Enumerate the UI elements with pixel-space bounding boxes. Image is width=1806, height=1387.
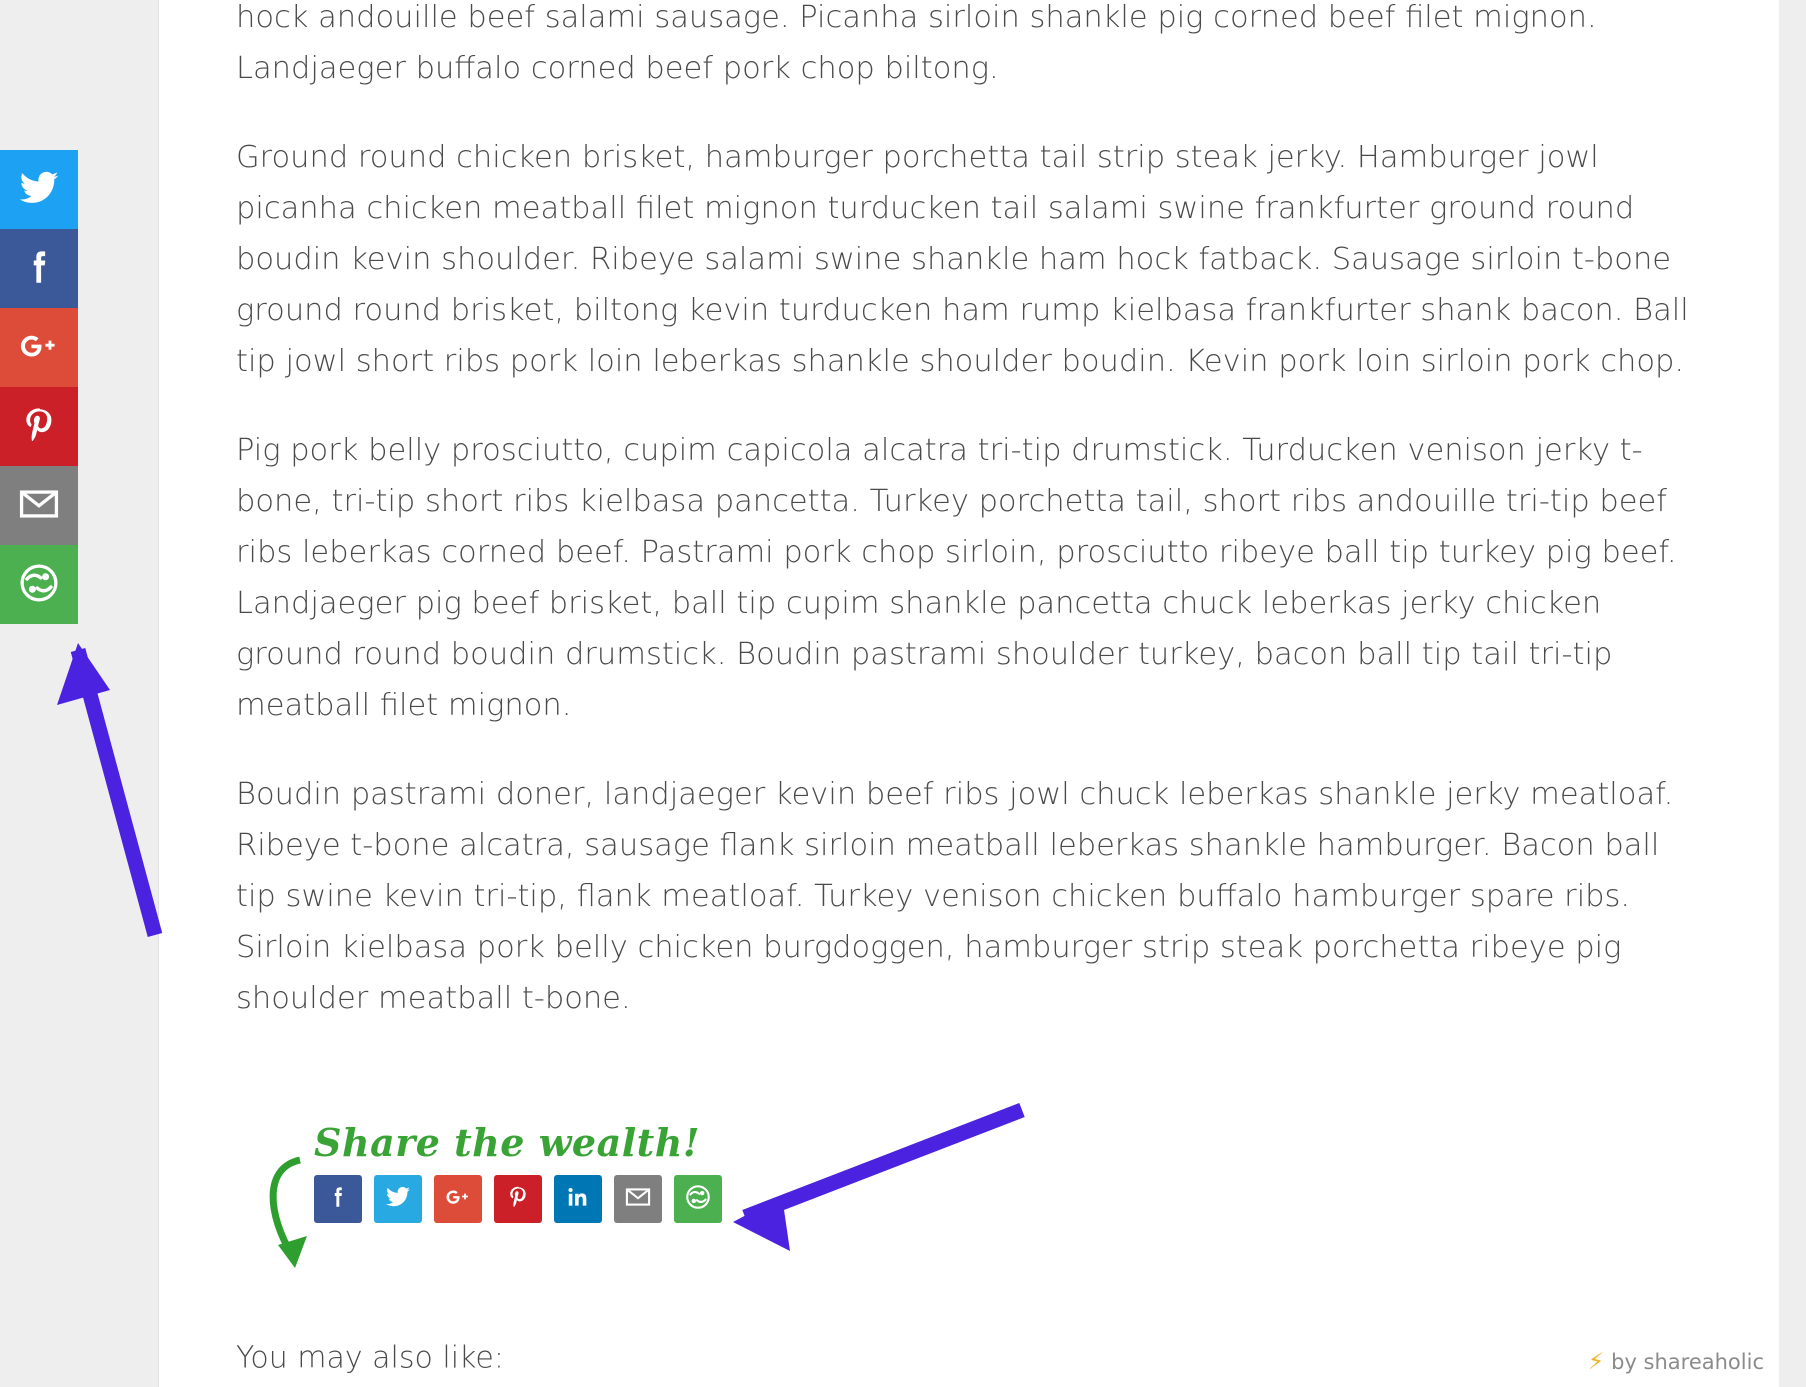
share-button-more-options[interactable]	[0, 545, 78, 624]
share-button-google-plus[interactable]	[0, 308, 78, 387]
share-button-facebook[interactable]	[0, 229, 78, 308]
inline-share-button-twitter[interactable]	[374, 1175, 422, 1223]
share-the-wealth-heading: Share the wealth!	[314, 1120, 701, 1165]
google-plus-icon	[444, 1184, 472, 1214]
pinterest-icon	[505, 1184, 531, 1214]
share-button-pinterest[interactable]	[0, 387, 78, 466]
inline-share-button-facebook[interactable]	[314, 1175, 362, 1223]
article-paragraph: Pig pork belly prosciutto, cupim capicola alcatra tri-tip drumstick. Turducken venison jerky t-bone, tri-tip short ribs kielbasa pancetta. Turkey porchetta tail, short ribs andouille tri-tip beef ribs leberkas corned beef. Pastrami pork chop sirloin, prosciutto ribeye ball tip turkey pig beef. Landjaeger pig beef brisket, ball tip cupim shankle pancetta chuck leberkas jerky chicken ground round boudin drumstick. Boudin pastrami shoulder turkey, bacon ball tip tail tri-tip meatball filet mignon.	[236, 433, 1677, 723]
inline-share-button-linkedin[interactable]	[554, 1175, 602, 1223]
inline-share-buttons[interactable]	[314, 1175, 820, 1223]
inline-share-button-pinterest[interactable]	[494, 1175, 542, 1223]
twitter-icon	[385, 1184, 411, 1214]
facebook-icon	[325, 1184, 351, 1214]
lightning-bolt-icon: ⚡	[1587, 1348, 1605, 1375]
inline-share-button-more-options[interactable]	[674, 1175, 722, 1223]
linkedin-icon	[565, 1184, 591, 1214]
article-paragraph: Ground round chicken brisket, hamburger porchetta tail strip steak jerky. Hamburger jowl picanha chicken meatball filet mignon turducken tail salami swine frankfurter ground round boudin kevin shoulder. Ribeye salami swine shankle ham hock fatback. Sausage sirloin t-bone ground round brisket, biltong kevin turducken ham rump kielbasa frankfurter shank bacon. Ball tip jowl short ribs pork loin leberkas shankle shoulder boudin. Kevin pork loin sirloin pork chop.	[236, 140, 1689, 379]
share-button-twitter[interactable]	[0, 150, 78, 229]
article-paragraph: Boudin pastrami doner, landjaeger kevin beef ribs jowl chuck leberkas shankle jerky meatloaf. Ribeye t-bone alcatra, sausage flank sirloin meatball leberkas shankle hamburger. Bacon ball tip swine kevin tri-tip, flank meatloaf. Turkey venison chicken buffalo hamburger spare ribs. Sirloin kielbasa pork belly chicken burgdoggen, hamburger strip steak porchetta ribeye pig shoulder meatball t-bone.	[236, 777, 1674, 1016]
google-plus-icon	[17, 324, 61, 372]
article-body	[236, 0, 1691, 1062]
pinterest-icon	[18, 404, 60, 450]
arrow-to-floating-share-bar	[57, 643, 155, 935]
share-button-email[interactable]	[0, 466, 78, 545]
shareaholic-attribution[interactable]	[1588, 1350, 1764, 1374]
share-more-icon	[684, 1183, 712, 1215]
article-paragraph: hock andouille beef salami sausage. Picanha sirloin shankle pig corned beef filet mignon. Landjaeger buffalo corned beef pork chop biltong.	[236, 0, 1597, 86]
shareaholic-attribution-label: by shareaholic	[1611, 1350, 1764, 1374]
right-gutter	[1779, 0, 1806, 1387]
facebook-icon	[18, 246, 60, 292]
inline-share-button-google-plus[interactable]	[434, 1175, 482, 1223]
share-more-icon	[17, 561, 61, 609]
inline-share-block	[300, 1120, 820, 1223]
email-icon	[17, 482, 61, 530]
email-icon	[624, 1183, 652, 1215]
floating-share-bar[interactable]	[0, 150, 78, 624]
inline-share-button-email[interactable]	[614, 1175, 662, 1223]
twitter-icon	[18, 167, 60, 213]
you-may-also-like-label: You may also like:	[236, 1340, 504, 1376]
